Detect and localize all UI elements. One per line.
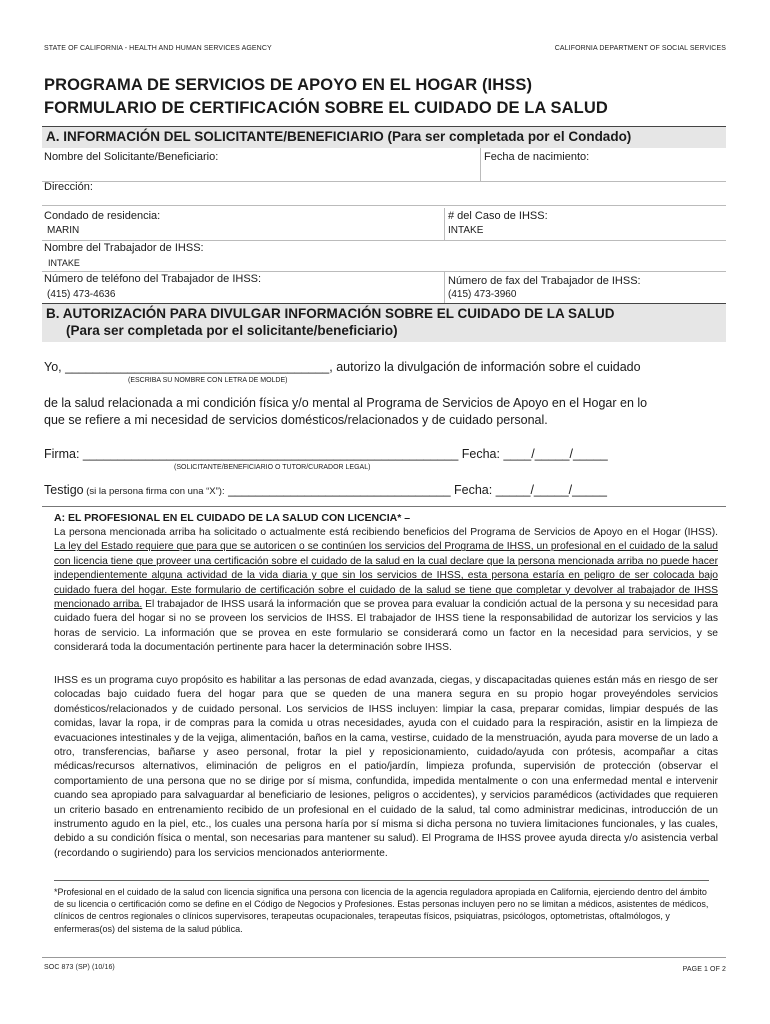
field-divider [42, 240, 726, 241]
form-title-line2: FORMULARIO DE CERTIFICACIÓN SOBRE EL CUIDADO DE LA SALUD [44, 99, 608, 117]
field-divider [480, 148, 481, 181]
name-caption: (ESCRIBA SU NOMBRE CON LETRA DE MOLDE) [128, 377, 288, 384]
case-number-value: INTAKE [448, 225, 484, 236]
section-divider [42, 506, 726, 507]
authorization-text-line2: de la salud relacionada a mi condición física y/o mental al Programa de Servicios de Apoyo en el Hogar en lo [44, 396, 648, 410]
address-label: Dirección: [44, 181, 93, 193]
field-divider [42, 271, 726, 272]
section-b-header [42, 303, 726, 342]
worker-phone-value: (415) 473-4636 [47, 289, 116, 300]
witness-label: Testigo [44, 483, 84, 497]
footnote-divider [54, 880, 709, 881]
witness-fields: ________________________________ Fecha: _____/_____/_____ [224, 483, 607, 497]
worker-phone-label: Número de teléfono del Trabajador de IHSS: [44, 273, 262, 285]
authorization-name-line[interactable]: Yo, ______________________________________, autorizo la divulgación de información sobre el cuidado [44, 360, 641, 374]
field-divider [444, 208, 445, 240]
page-number: PAGE 1 OF 2 [682, 966, 726, 973]
professional-paragraph-1: La persona mencionada arriba ha solicitado o actualmente está recibiendo beneficios del Programa de Servicios de Apoyo en el Hogar (IHSS). La ley del Estado requiere que para que se autoricen o se continúen los servicios del Programa de IHSS, un profesional en el cuidado de la salud con licencia tiene que proveer una certificación sobre el cuidado de la salud en la cual declare que la persona mencionada arriba no puede hacer independientemente alguna actividad de la vida diaria y que sin los servicios de IHSS, esta persona estaría en peligro de ser colocada bajo cuidado fuera del hogar. Este formulario de certificación sobre el cuidado de la salud se tiene que completar y devolver al trabajador de IHSS mencionado arriba. El trabajador de IHSS usará la información que se provea para evaluar la condición actual de la persona y su necesidad para cuidado fuera del hogar si no se proveen los servicios de IHSS. El trabajador de IHSS tiene la responsabilidad de autorizar los servicios y las horas de servicio. La información que se provea en este formulario se considerará como un factor en la necesidad para servicios, y se considerará toda la documentación pertinente para hacer la determinación sobre IHSS. [54, 527, 718, 654]
signature-line[interactable]: Firma: ______________________________________________________ Fecha: ____/_____/_____ [44, 447, 608, 461]
professional-heading: A: EL PROFESIONAL EN EL CUIDADO DE LA SALUD CON LICENCIA* – [54, 512, 411, 524]
department-header: CALIFORNIA DEPARTMENT OF SOCIAL SERVICES [554, 45, 726, 52]
worker-name-label: Nombre del Trabajador de IHSS: [44, 242, 204, 254]
professional-paragraph-2: IHSS es un programa cuyo propósito es habilitar a las personas de edad avanzada, ciegas, y discapacitadas quienes están más en riesgo de ser colocadas bajo cuidado fuera del hogar para que se queden de una manera segura en su propio hogar proveyéndoles servicios domésticos/relacionados y de cuidado personal. Los servicios de IHSS incluyen: limpiar la casa, preparar comidas, limpiar después de las comidas, lavar la ropa, ir de compras para la comida u otras necesidades, ayuda con el cuidado para la respiración, asistir en la limpieza de evacuaciones intestinales y de la vejiga, alimentación, baños en la cama, vestirse, cuidado de la menstruación, ayuda para moverse de un lado a otro, transferencias, bañarse y aseo personal, frotar la piel y reposicionamiento, cuidado/ayuda con prótesis, acompañar a citas médicas/recursos alternativos, eliminación de peligros en el patio/jardín, limpieza profunda, supervisión de protección (observar el comportamiento de una persona que no se dirige por sí misma, confundida, impedida mentalmente o con una enfermedad mental e intervenir cuando sea apropiado para salvaguardar al beneficiario de lesiones, peligros o accidentes), y servicios paramédicos (actividades que requieren un criterio basado en entrenamiento recibido de un profesional en el cuidado de la salud, tal como administrar medicinas, introducción de un instrumento agudo en la piel, etc., los cuales una persona haría por sí misma si dicha persona no tuviera limitaciones funcionales, y las cuales, debido a su condición física o mental, son necesarias para mantener su salud). El Programa de IHSS provee ayuda directa y/o asistencia verbal (recordando o sugiriendo) para los servicios mencionados anteriormente. [54, 675, 718, 859]
section-a-title: A. INFORMACIÓN DEL SOLICITANTE/BENEFICIARIO (Para ser completada por el Condado) [46, 129, 632, 144]
footnote-text: *Profesional en el cuidado de la salud con licencia significa una persona con licencia de la agencia reguladora apropiada en California, ejerciendo dentro del ámbito de su licencia o certificación como se define en el Código de Negocios y Profesiones. Estas personas incluyen pero no se limitan a médicos, asistentes de médicos, clínicos de centros regionales o clínicos supervisores, terapeutas ocupacionales, terapeutas físicos, psiquiatras, psicólogos, optometristas, oftalmólogos, y enfermeras(os) del sistema de la salud pública. [54, 887, 709, 934]
worker-fax-value: (415) 473-3960 [448, 289, 517, 300]
signature-caption: (SOLICITANTE/BENEFICIARIO O TUTOR/CURADOR LEGAL) [174, 464, 371, 471]
authorization-text-line3: que se refiere a mi necesidad de servicios domésticos/relacionados y de cuidado personal. [44, 413, 548, 427]
field-divider [444, 271, 445, 303]
applicant-name-label: Nombre del Solicitante/Beneficiario: [44, 151, 219, 163]
field-divider [42, 205, 726, 206]
witness-note: (si la persona firma con una “X”): [83, 486, 225, 497]
case-number-label: # del Caso de IHSS: [448, 210, 548, 222]
worker-fax-label: Número de fax del Trabajador de IHSS: [448, 275, 641, 287]
form-number: SOC 873 (SP) (10/16) [44, 964, 115, 971]
section-a-header [42, 126, 726, 148]
form-title-line1: PROGRAMA DE SERVICIOS DE APOYO EN EL HOGAR (IHSS) [44, 76, 533, 94]
witness-line[interactable] [44, 483, 607, 497]
county-value: MARIN [47, 225, 80, 236]
county-label: Condado de residencia: [44, 210, 161, 222]
agency-header: STATE OF CALIFORNIA - HEALTH AND HUMAN SERVICES AGENCY [44, 45, 272, 52]
field-divider [42, 181, 726, 182]
footer-divider [42, 957, 726, 958]
dob-label: Fecha de nacimiento: [484, 151, 590, 163]
section-b-subtitle: (Para ser completada por el solicitante/beneficiario) [66, 323, 398, 338]
section-b-title: B. AUTORIZACIÓN PARA DIVULGAR INFORMACIÓN SOBRE EL CUIDADO DE LA SALUD [46, 306, 615, 321]
worker-name-value: INTAKE [48, 258, 80, 268]
